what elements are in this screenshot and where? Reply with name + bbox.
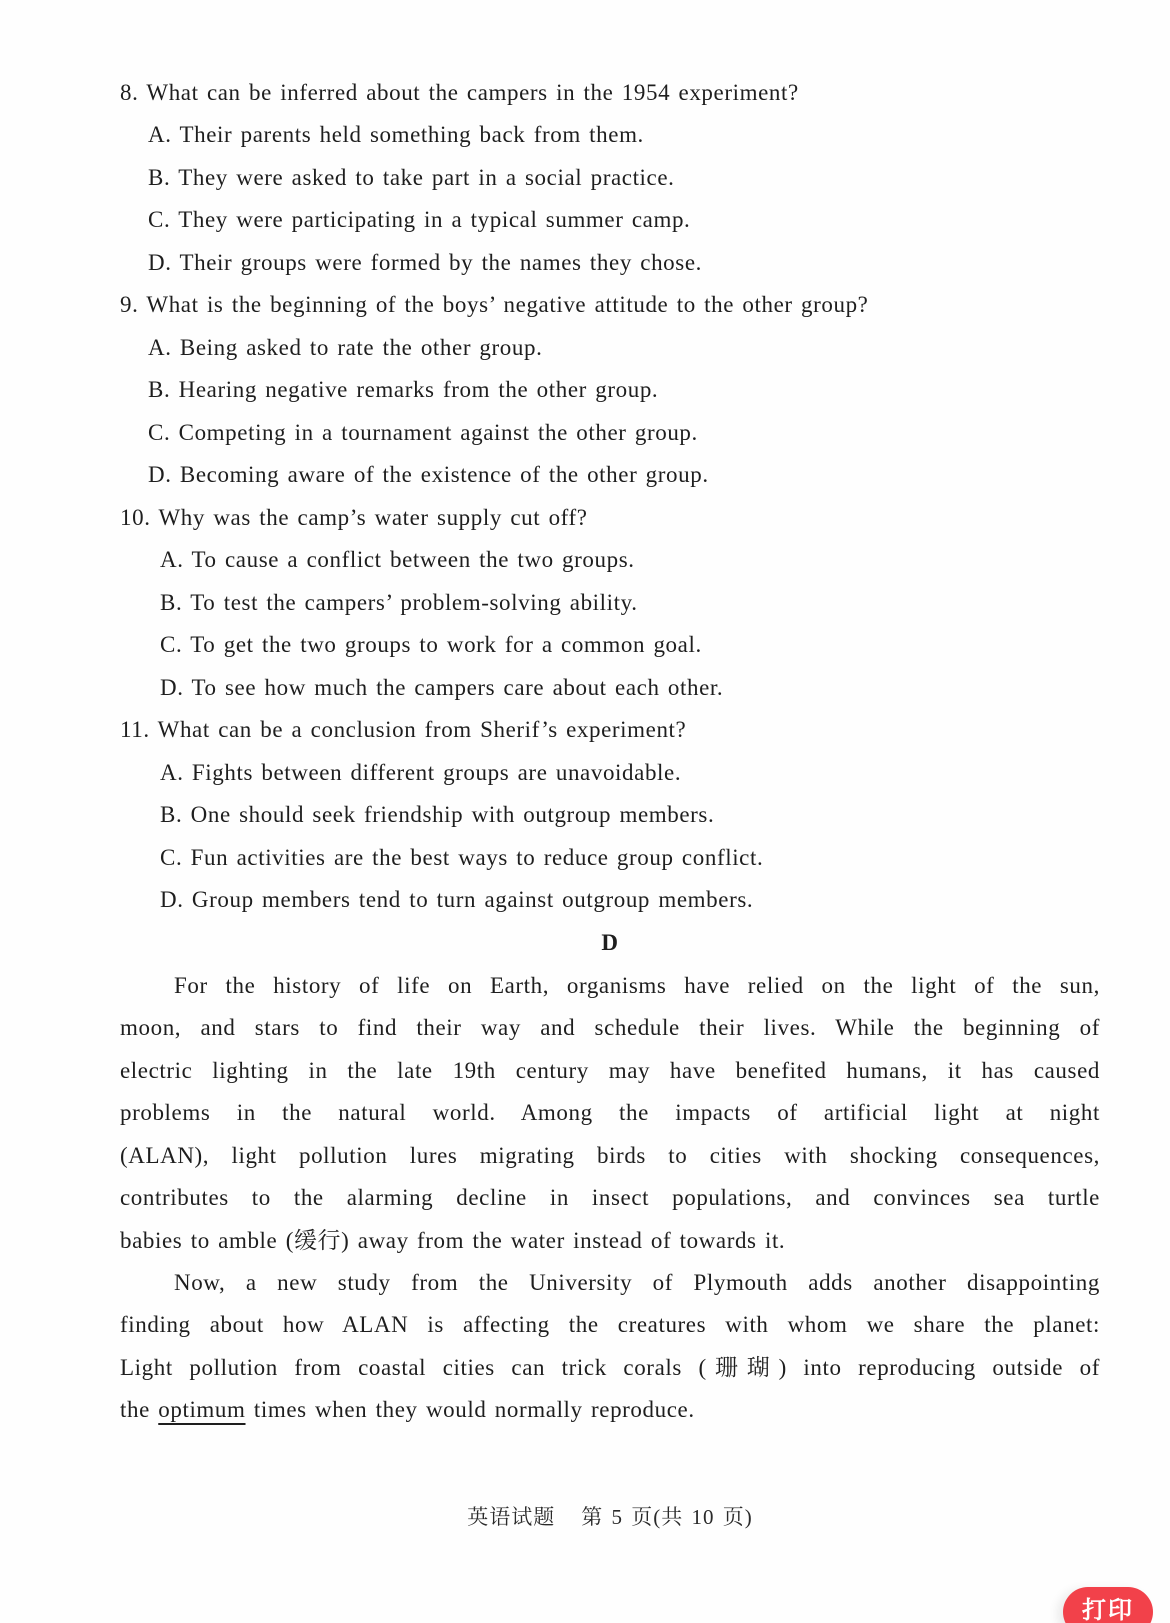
text-after: times when they would normally reproduce. [245, 1397, 695, 1422]
paragraph-line: Now, a new study from the University of Plymouth adds another disappointing [174, 1270, 1100, 1295]
paragraph-line: Light pollution from coastal cities can trick corals (珊瑚) into reproducing outside of [120, 1355, 1100, 1380]
paragraph-line: finding about how ALAN is affecting the creatures with whom we share the planet: [120, 1312, 1100, 1337]
paragraph-line: babies to amble (缓行) away from the water instead of towards it. [120, 1228, 786, 1253]
paragraph-line: For the history of life on Earth, organisms have relied on the light of the sun, [174, 973, 1100, 998]
question-8-option-c: C. They were participating in a typical summer camp. [148, 207, 691, 232]
paragraph-line: (ALAN), light pollution lures migrating birds to cities with shocking consequences, [120, 1143, 1100, 1168]
question-8-option-b: B. They were asked to take part in a social practice. [148, 165, 675, 190]
question-11-stem: 11. What can be a conclusion from Sherif’s experiment? [120, 717, 687, 742]
question-9-option-a: A. Being asked to rate the other group. [148, 335, 543, 360]
text-before: the [120, 1397, 159, 1422]
question-11-option-c: C. Fun activities are the best ways to reduce group conflict. [160, 845, 764, 870]
page-footer [0, 1503, 1170, 1531]
footer-page-info: 第 5 页(共 10 页) [581, 1505, 753, 1529]
paragraph-line-last [120, 1395, 1100, 1425]
footer-subject: 英语试题 [467, 1505, 556, 1529]
question-10-option-b: B. To test the campers’ problem-solving ability. [160, 590, 638, 615]
question-9-option-d: D. Becoming aware of the existence of the other group. [148, 462, 709, 487]
question-10-option-c: C. To get the two groups to work for a common goal. [160, 632, 702, 657]
paragraph-line: contributes to the alarming decline in insect populations, and convinces sea turtle [120, 1185, 1100, 1210]
question-9-option-c: C. Competing in a tournament against the other group. [148, 420, 698, 445]
question-10-stem: 10. Why was the camp’s water supply cut off? [120, 505, 588, 530]
question-9-stem: 9. What is the beginning of the boys’ negative attitude to the other group? [120, 292, 869, 317]
question-9-option-b: B. Hearing negative remarks from the other group. [148, 377, 659, 402]
question-11-option-b: B. One should seek friendship with outgroup members. [160, 802, 715, 827]
print-button[interactable]: 打印 [1063, 1587, 1153, 1623]
question-8-stem: 8. What can be inferred about the campers in the 1954 experiment? [120, 80, 799, 105]
underlined-word: optimum [158, 1397, 246, 1422]
paragraph-line: problems in the natural world. Among the impacts of artificial light at night [120, 1100, 1100, 1125]
question-11-option-d: D. Group members tend to turn against outgroup members. [160, 887, 754, 912]
section-heading: D [601, 930, 619, 955]
question-11-option-a: A. Fights between different groups are unavoidable. [160, 760, 682, 785]
paragraph-line: electric lighting in the late 19th century may have benefited humans, it has caused [120, 1058, 1100, 1083]
question-8-option-d: D. Their groups were formed by the names they chose. [148, 250, 702, 275]
question-10-option-a: A. To cause a conflict between the two groups. [160, 547, 635, 572]
paragraph-line: moon, and stars to find their way and schedule their lives. While the beginning of [120, 1015, 1100, 1040]
question-10-option-d: D. To see how much the campers care about each other. [160, 675, 724, 700]
question-8-option-a: A. Their parents held something back from them. [148, 122, 644, 147]
